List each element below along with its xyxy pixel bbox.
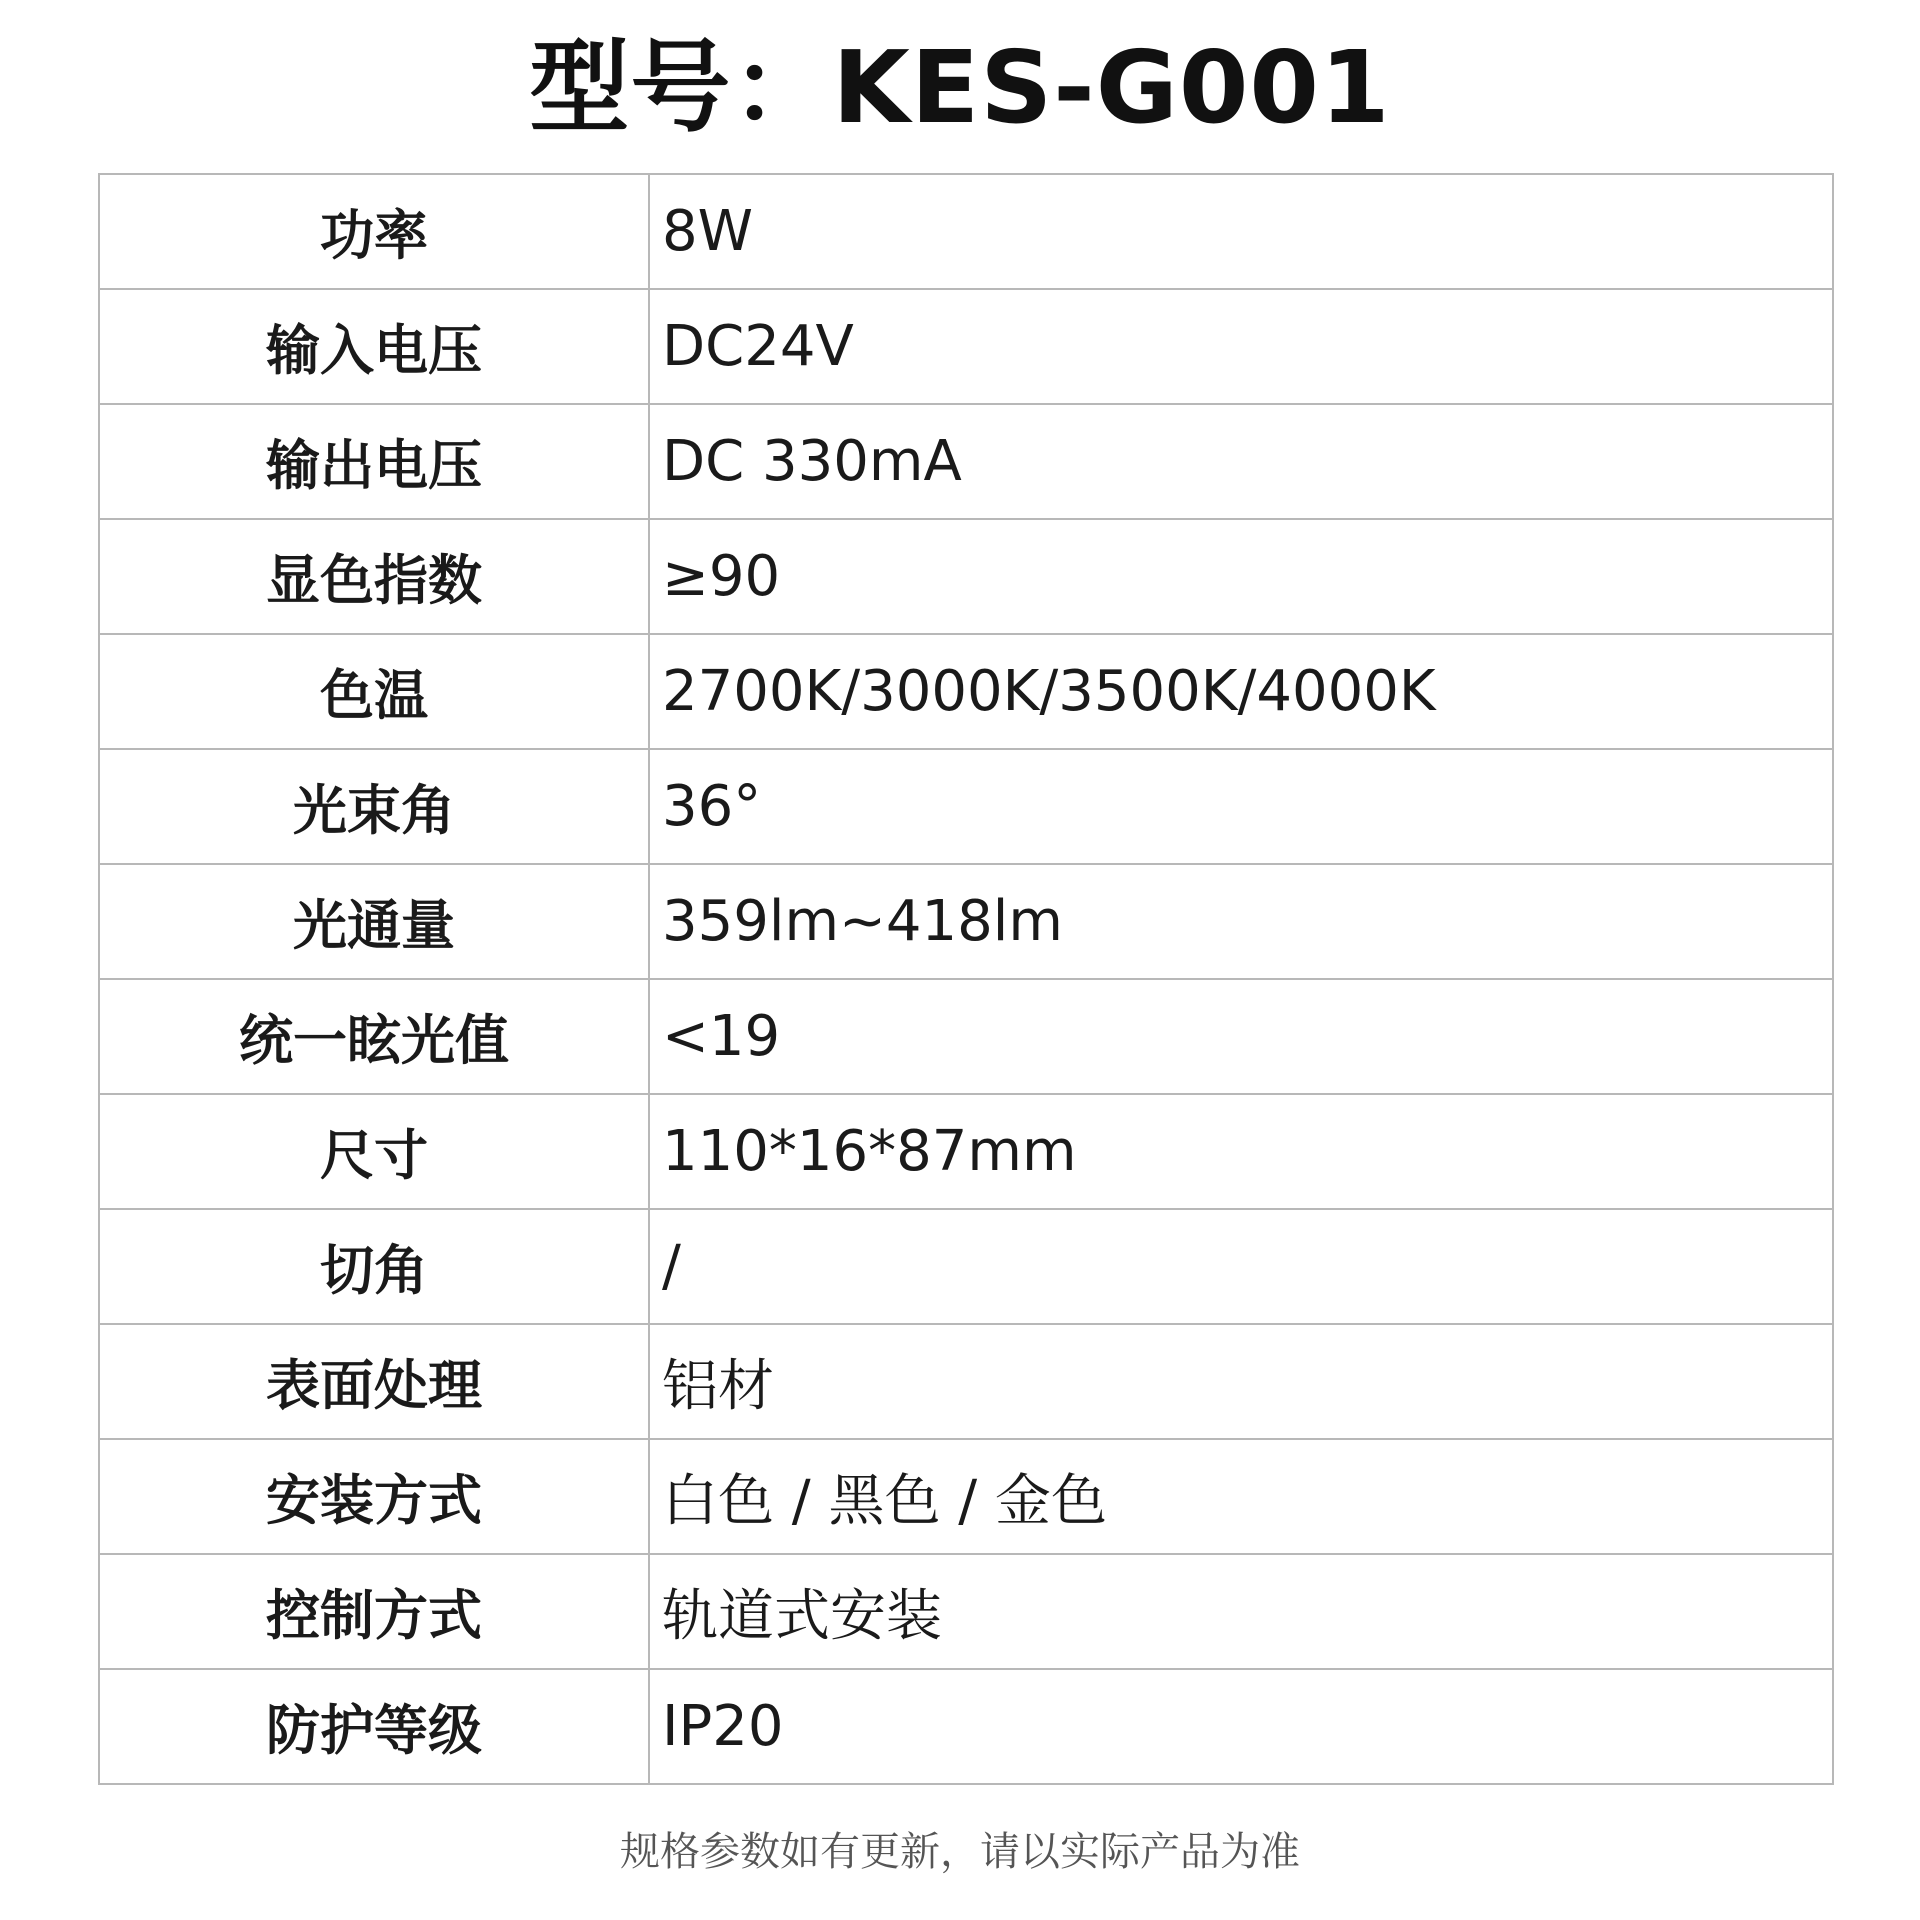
spec-label: 色温 bbox=[99, 634, 649, 749]
spec-value: DC 330mA bbox=[649, 404, 1833, 519]
table-row bbox=[99, 174, 1833, 289]
table-row bbox=[99, 404, 1833, 519]
spec-label: 安装方式 bbox=[99, 1439, 649, 1554]
footnote-disclaimer: 规格参数如有更新，请以实际产品为准 bbox=[620, 1829, 1300, 1875]
spec-value: 110*16*87mm bbox=[649, 1094, 1833, 1209]
spec-label: 防护等级 bbox=[99, 1669, 649, 1784]
page-title: 型号：KES-G001 bbox=[529, 29, 1391, 146]
spec-table bbox=[98, 173, 1834, 1785]
spec-label: 输出电压 bbox=[99, 404, 649, 519]
spec-value: 白色 / 黑色 / 金色 bbox=[649, 1439, 1833, 1554]
spec-value: IP20 bbox=[649, 1669, 1833, 1784]
table-row bbox=[99, 979, 1833, 1094]
spec-value: 2700K/3000K/3500K/4000K bbox=[649, 634, 1833, 749]
table-row bbox=[99, 1209, 1833, 1324]
table-row bbox=[99, 289, 1833, 404]
spec-value: 36° bbox=[649, 749, 1833, 864]
spec-label: 光束角 bbox=[99, 749, 649, 864]
spec-value: ≥90 bbox=[649, 519, 1833, 634]
spec-value: / bbox=[649, 1209, 1833, 1324]
spec-label: 控制方式 bbox=[99, 1554, 649, 1669]
table-row bbox=[99, 1094, 1833, 1209]
table-row bbox=[99, 1324, 1833, 1439]
table-row bbox=[99, 864, 1833, 979]
spec-value: 359lm~418lm bbox=[649, 864, 1833, 979]
spec-value: 轨道式安装 bbox=[649, 1554, 1833, 1669]
table-row bbox=[99, 519, 1833, 634]
table-row bbox=[99, 1669, 1833, 1784]
table-row bbox=[99, 634, 1833, 749]
spec-label: 显色指数 bbox=[99, 519, 649, 634]
spec-label: 功率 bbox=[99, 174, 649, 289]
table-row bbox=[99, 749, 1833, 864]
spec-value: 铝材 bbox=[649, 1324, 1833, 1439]
spec-label: 输入电压 bbox=[99, 289, 649, 404]
spec-label: 统一眩光值 bbox=[99, 979, 649, 1094]
spec-label: 尺寸 bbox=[99, 1094, 649, 1209]
spec-label: 光通量 bbox=[99, 864, 649, 979]
spec-value: DC24V bbox=[649, 289, 1833, 404]
table-row bbox=[99, 1554, 1833, 1669]
table-row bbox=[99, 1439, 1833, 1554]
spec-label: 切角 bbox=[99, 1209, 649, 1324]
spec-label: 表面处理 bbox=[99, 1324, 649, 1439]
spec-value: 8W bbox=[649, 174, 1833, 289]
spec-value: <19 bbox=[649, 979, 1833, 1094]
